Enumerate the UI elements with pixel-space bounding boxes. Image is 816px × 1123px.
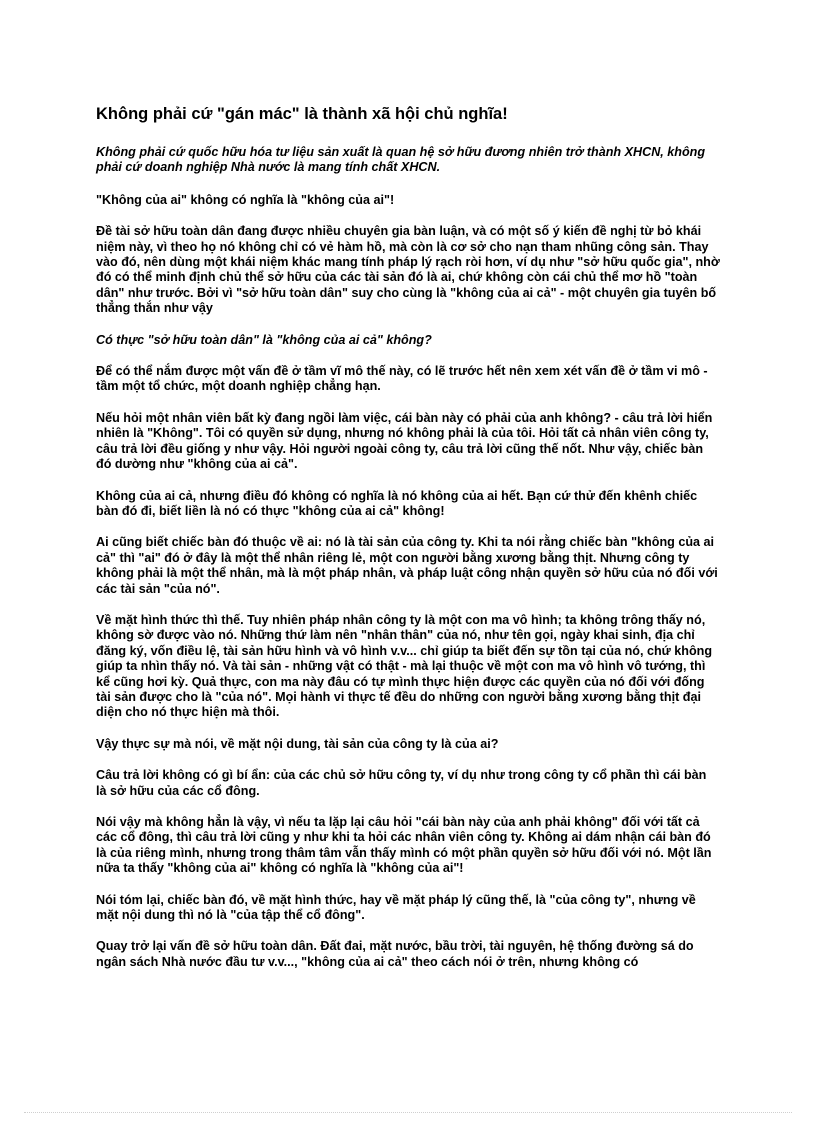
article-lead: Không phải cứ quốc hữu hóa tư liệu sản xuất là quan hệ sở hữu đương nhiên trở thành XHCN, không phải cứ doanh nghiệp Nhà nước là mang tính chất XHCN.: [96, 145, 706, 175]
section-question: Có thực "sở hữu toàn dân" là "không của ai cả" không?: [96, 332, 432, 347]
paragraph-10: Câu trả lời không có gì bí ẩn: của các chủ sở hữu công ty, ví dụ như trong công ty cổ phần thì cái bàn là sở hữu của các cổ đông.: [96, 768, 707, 798]
paragraph-8: Về mặt hình thức thì thế. Tuy nhiên pháp nhân công ty là một con ma vô hình; ta không trông thấy nó, không sờ được vào nó. Những thứ làm nên "nhân thân" của nó, như tên gọi, ngày khai sinh, địa chỉ đăng ký, vốn điều lệ, tài sản hữu hình và vô hình v.v... chỉ giúp ta biết đến sự tồn tại của nó, chứ không giúp ta nhìn thấy nó. Và tài sản - những vật có thật - mà lại thuộc về một con ma vô hình vô tướng, thì kể cũng hơi kỳ. Quả thực, con ma này đâu có tự mình thực hiện được các quyền của nó đối với đống tài sản được cho là "của nó". Mọi hành vi thực tế đều do những con người bằng xương bằng thịt đại diện cho nó thực hiện mà thôi.: [96, 612, 713, 720]
paragraph-2: Đề tài sở hữu toàn dân đang được nhiều chuyên gia bàn luận, và có một số ý kiến đề nghị từ bỏ khái niệm này, vì theo họ nó không chỉ có vẻ hàm hồ, mà còn là cơ sở cho nạn tham nhũng công sản. Thay vào đó, nên dùng một khái niệm khác mang tính pháp lý rạch ròi hơn, ví dụ như "sở hữu quốc gia", nhờ đó có thể minh định chủ thể sở hữu của các tài sản đó là ai, chứ không còn cái chủ thể mơ hồ "toàn dân" như trước. Bởi vì "sở hữu toàn dân" suy cho cùng là "không của ai cả" - một chuyên gia tuyên bố thẳng thắn như vậy: [96, 224, 720, 316]
paragraph-13: Quay trở lại vấn đề sở hữu toàn dân. Đất đai, mặt nước, bầu trời, tài nguyên, hệ thống đường sá do ngân sách Nhà nước đầu tư v.v..., "không của ai cả" theo cách nói ở trên, nhưng không có: [96, 939, 694, 969]
article-title: Không phải cứ "gán mác" là thành xã hội chủ nghĩa!: [96, 105, 508, 123]
paragraph-4: Để có thể nắm được một vấn đề ở tầm vĩ mô thế này, có lẽ trước hết nên xem xét vấn đề ở tầm vi mô - tầm một tổ chức, một doanh nghiệp chẳng hạn.: [96, 364, 708, 394]
paragraph-11: Nói vậy mà không hẳn là vậy, vì nếu ta lặp lại câu hỏi "cái bàn này của anh phải không" đối với tất cả các cổ đông, thì câu trả lời cũng y như khi ta hỏi các nhân viên công ty. Không ai dám nhận cái bàn đó là của riêng mình, nhưng trong thâm tâm vẫn thấy mình có một phần quyền sở hữu đối với nó. Một lần nữa ta thấy "không của ai" không có nghĩa là "không của ai"!: [96, 815, 712, 876]
paragraph-1: "Không của ai" không có nghĩa là "không của ai"!: [96, 192, 395, 207]
paragraph-6: Không của ai cả, nhưng điều đó không có nghĩa là nó không của ai hết. Bạn cứ thử đến khênh chiếc bàn đó đi, biết liền là nó có thực "không của ai cả" không!: [96, 488, 698, 518]
paragraph-12: Nói tóm lại, chiếc bàn đó, về mặt hình thức, hay về mặt pháp lý cũng thế, là "của công ty", nhưng về mặt nội dung thì nó là "của tập thể cổ đông".: [96, 892, 696, 923]
paragraph-9: Vậy thực sự mà nói, về mặt nội dung, tài sản của công ty là của ai?: [96, 736, 499, 751]
document-page: [96, 104, 720, 986]
page-bottom-divider: [24, 1112, 792, 1113]
paragraph-7: Ai cũng biết chiếc bàn đó thuộc về ai: nó là tài sản của công ty. Khi ta nói rằng chiếc bàn "không của ai cả" thì "ai" đó ở đây là một thể nhân riêng lẻ, một con người bằng xương bằng thịt. Nhưng công ty không phải là một thể nhân, mà là một pháp nhân, và pháp luật công nhận quyền sở hữu của nó đối với các tài sản "của nó".: [96, 535, 718, 596]
paragraph-5: Nếu hỏi một nhân viên bất kỳ đang ngồi làm việc, cái bàn này có phải của anh không? - câu trả lời hiển nhiên là "Không". Tôi có quyền sử dụng, nhưng nó không phải là của tôi. Hỏi tất cả nhân viên công ty, câu trả lời đều giống y như vậy. Hỏi người ngoài công ty, câu trả lời cũng thế nốt. Như vậy, chiếc bàn đó dường như "không của ai cả".: [96, 410, 713, 472]
